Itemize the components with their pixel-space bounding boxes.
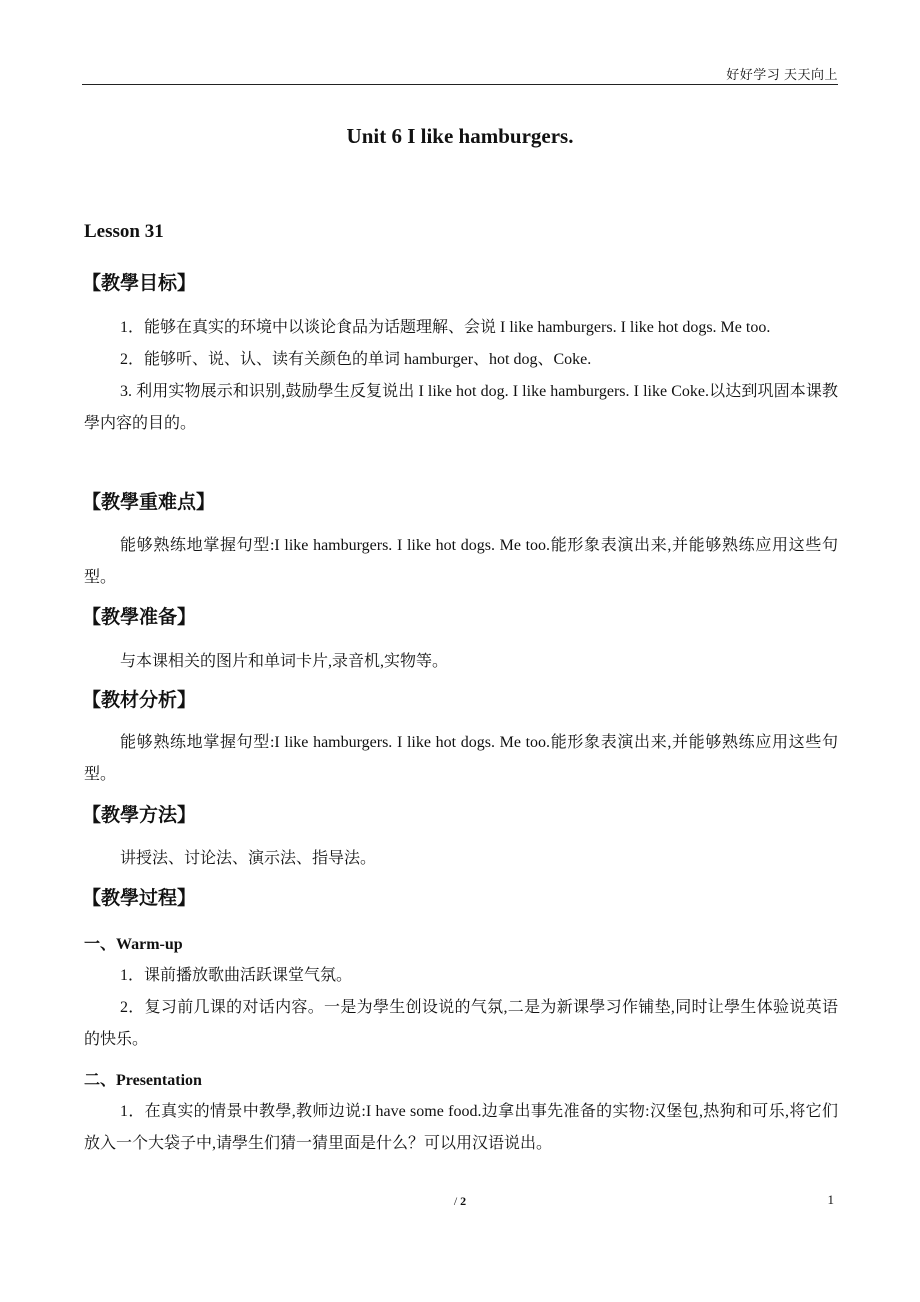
section-heading-preparation: 【教學准备】 (82, 607, 197, 628)
presentation-heading: 二、Presentation (84, 1072, 202, 1089)
page-of-label: / (453, 1194, 461, 1208)
preparation-text: 与本课相关的图片和单词卡片,录音机,实物等。 (120, 653, 449, 670)
presentation-item: 1．在真实的情景中教學,教师边说:I have some food.边拿出事先准备的实物:汉堡包,热狗和可乐,将它们放入一个大袋子中,请學生们猜一猜里面是什么？可以用汉语说出。 (84, 1103, 838, 1152)
section-heading-key-points: 【教學重难点】 (82, 492, 216, 513)
goal-item: 2．能够听、说、认、读有关颜色的单词 hamburger、hot dog、Coke. (120, 351, 592, 368)
warmup-heading: 一、Warm-up (84, 936, 183, 953)
section-heading-goals: 【教學目标】 (82, 273, 197, 294)
header-motto: 好好学习 天天向上 (726, 67, 838, 82)
analysis-text: 能够熟练地掌握句型:I like hamburgers. I like hot dogs. Me too.能形象表演出来,并能够熟练应用这些句型。 (84, 734, 838, 783)
methods-text: 讲授法、讨论法、演示法、指导法。 (120, 850, 377, 867)
key-points-text-block (84, 530, 838, 594)
header-divider (82, 84, 838, 85)
document-title: Unit 6 I like hamburgers. (346, 124, 574, 148)
section-heading-process: 【教學过程】 (82, 888, 197, 909)
presentation-list (84, 1096, 838, 1160)
warmup-item: 2．复习前几课的对话内容。一是为學生创设说的气氛,二是为新课學习作铺垫,同时让學生体验说英语的快乐。 (84, 999, 838, 1048)
analysis-text-block (84, 727, 838, 791)
total-pages: 2 (460, 1194, 467, 1208)
page-number: 1 (827, 1192, 834, 1207)
preparation-text-block (84, 646, 838, 678)
section-heading-analysis: 【教材分析】 (82, 690, 197, 711)
warmup-list (84, 960, 838, 1056)
methods-text-block (84, 843, 838, 875)
lesson-label: Lesson 31 (84, 221, 164, 242)
goals-list (84, 312, 838, 440)
goal-item: 3. 利用实物展示和识别,鼓励學生反复说出 I like hot dog. I like hamburgers. I like Coke.以达到巩固本课教學内容的目的。 (84, 383, 838, 432)
goal-item: 1．能够在真实的环境中以谈论食品为话题理解、会说 I like hamburgers. I like hot dogs. Me too. (120, 319, 771, 336)
key-points-text: 能够熟练地掌握句型:I like hamburgers. I like hot dogs. Me too.能形象表演出来,并能够熟练应用这些句型。 (84, 537, 838, 586)
warmup-item: 1．课前播放歌曲活跃课堂气氛。 (120, 967, 353, 984)
page-count (0, 1194, 920, 1209)
section-heading-methods: 【教學方法】 (82, 805, 197, 826)
